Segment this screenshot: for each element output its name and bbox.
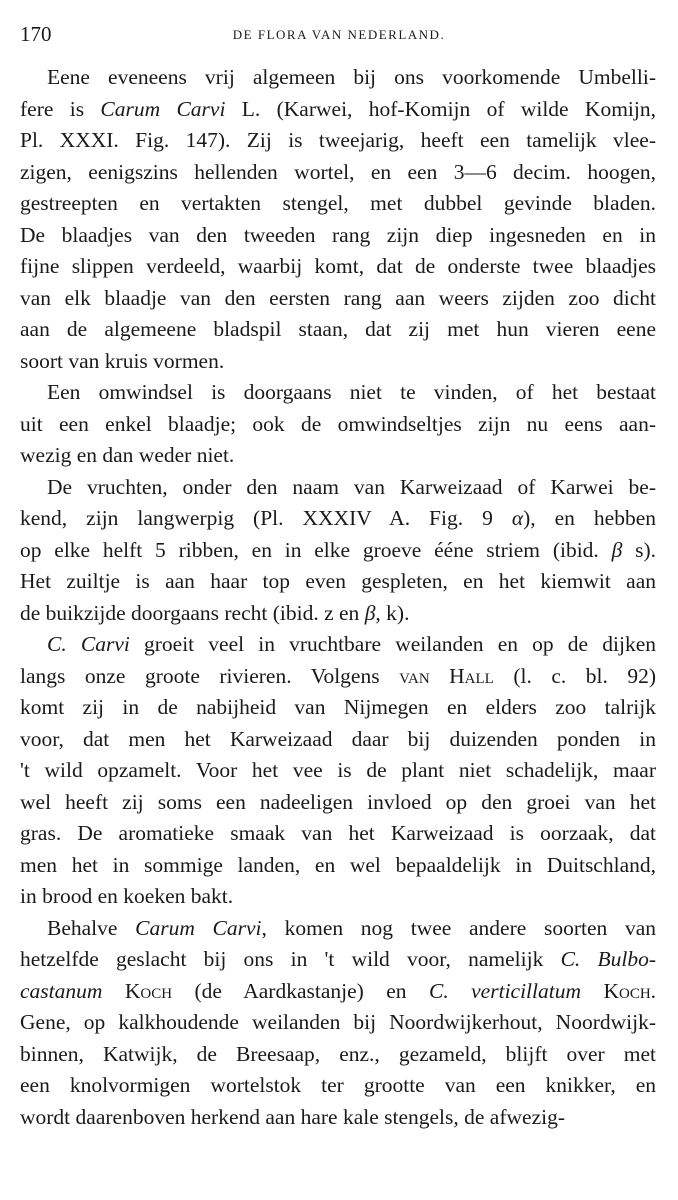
text-line [20, 818, 656, 850]
text-run: ), en hebben [523, 506, 656, 530]
paragraph [20, 377, 656, 472]
text-line [20, 566, 656, 598]
text-run: wel heeft zij soms een nadeeligen invloed op den groei van het [20, 789, 656, 814]
text-line [20, 409, 656, 441]
italic-run: C. Carvi [47, 632, 130, 656]
text-line [20, 755, 656, 787]
text-run [102, 979, 124, 1003]
text-run: voor, dat men het Karweizaad daar bij duizenden ponden in [20, 726, 656, 751]
text-line [20, 157, 656, 189]
text-line [20, 314, 656, 346]
text-run: gestreepten en vertakten stengel, met dubbel gevinde bladen. [20, 191, 656, 215]
running-title: DE FLORA VAN NEDERLAND. [232, 27, 446, 42]
text-line [20, 881, 656, 913]
text-line [20, 251, 656, 283]
text-line [20, 125, 656, 157]
text-run: op elke helft 5 ribben, en in elke groeve ééne striem (ibid. [20, 537, 612, 562]
text-run: wordt daarenboven herkend aan hare kale stengels, de afwezig- [20, 1104, 566, 1129]
text-line [20, 283, 656, 315]
text-line [20, 661, 656, 693]
text-run: , k). [375, 600, 410, 625]
text-line [20, 629, 656, 661]
text-run: s). [622, 537, 656, 562]
paragraph [20, 629, 656, 913]
text-run: hetzelfde geslacht bij ons in 't wild voor, namelijk [20, 947, 561, 971]
text-line [20, 976, 656, 1008]
text-run: kend, zijn langwerpig (Pl. XXXIV A. Fig. 9 [20, 506, 512, 530]
text-run: Pl. XXXI. Fig. 147). Zij is tweejarig, heeft een tamelijk vlee- [20, 128, 656, 152]
text-run: zigen, eenigszins hellenden wortel, en een 3—6 decim. hoogen, [20, 159, 656, 184]
text-run: Eene eveneens vrij algemeen bij ons voorkomende Umbelli- [47, 65, 656, 89]
text-run: uit een enkel blaadje; ook de omwindseltjes zijn nu eens aan- [20, 411, 656, 436]
text-line [20, 692, 656, 724]
text-line [20, 535, 656, 567]
text-run: van elk blaadje van den eersten rang aan weers zijden zoo dicht [20, 285, 656, 310]
italic-run: β [611, 537, 623, 562]
small-caps-run: van Hall [399, 663, 494, 688]
text-line [20, 724, 656, 756]
text-line [20, 1102, 656, 1134]
text-line [20, 913, 656, 945]
text-run: binnen, Katwijk, de Breesaap, enz., gezameld, blijft over met [20, 1041, 656, 1066]
text-run: Een omwindsel is doorgaans niet te vinden, of het bestaat [47, 380, 656, 404]
text-line [20, 850, 656, 882]
text-run: Het zuiltje is aan haar top even gespleten, en het kiemwit aan [20, 569, 656, 593]
text-line [20, 346, 656, 378]
small-caps-run: Koch [124, 978, 173, 1003]
italic-run: Carum Carvi [100, 96, 226, 121]
italic-run: C. verticillatum [428, 978, 582, 1003]
paragraph [20, 472, 656, 630]
text-run: komt zij in de nabijheid van Nijmegen en elders zoo talrijk [20, 695, 656, 719]
text-run: in brood en koeken bakt. [20, 884, 234, 908]
text-line [20, 598, 656, 630]
page-header [20, 22, 658, 46]
text-run: langs onze groote rivieren. Volgens [20, 663, 400, 688]
text-run: fijne slippen verdeeld, waarbij komt, dat de onderste twee blaadjes [20, 254, 656, 278]
page-number: 170 [20, 22, 52, 46]
italic-run: C. Bulbo- [560, 947, 656, 971]
text-run: , komen nog twee andere soorten van [261, 915, 656, 940]
text-line [20, 503, 656, 535]
text-line [20, 377, 656, 409]
text-run: . [650, 978, 657, 1003]
text-line [20, 1007, 656, 1039]
text-line [20, 220, 656, 252]
text-line [20, 1070, 656, 1102]
small-caps-run: Koch [603, 978, 651, 1003]
text-line [20, 787, 656, 819]
text-run: (l. c. bl. 92) [493, 663, 657, 688]
text-run: Gene, op kalkhoudende weilanden bij Noordwijkerhout, Noordwijk- [20, 1010, 656, 1034]
text-line [20, 1039, 656, 1071]
text-run: soort van kruis vormen. [20, 348, 225, 373]
italic-run: Carum Carvi [135, 915, 262, 940]
text-run: De blaadjes van den tweeden rang zijn diep ingesneden en in [20, 222, 656, 247]
text-line [20, 62, 656, 94]
text-run: men het in sommige landen, en wel bepaaldelijk in Duitschland, [20, 852, 656, 877]
text-run: Behalve [47, 915, 136, 940]
text-run: aan de algemeene bladspil staan, dat zij met hun vieren eene [20, 317, 656, 341]
text-line [20, 94, 656, 126]
text-run: gras. De aromatieke smaak van het Karweizaad is oorzaak, dat [20, 821, 656, 845]
text-run: wezig en dan weder niet. [20, 443, 235, 467]
paragraph [20, 62, 656, 377]
paragraph [20, 913, 656, 1134]
text-line [20, 472, 656, 504]
italic-run: castanum [20, 978, 103, 1003]
text-run: de buikzijde doorgaans recht (ibid. z en [20, 600, 365, 625]
text-run: De vruchten, onder den naam van Karweizaad of Karwei be- [47, 474, 656, 499]
text-line [20, 440, 656, 472]
text-run: 't wild opzamelt. Voor het vee is de plant niet schadelijk, maar [20, 758, 656, 782]
text-run: (de Aardkastanje) en [172, 978, 429, 1003]
text-line [20, 188, 656, 220]
italic-run: α [511, 506, 524, 530]
text-line [20, 944, 656, 976]
text-run: L. (Karwei, hof-Komijn of wilde Komijn, [225, 96, 656, 121]
text-run [581, 979, 603, 1003]
text-run: fere is [20, 96, 101, 121]
text-run: groeit veel in vruchtbare weilanden en op de dijken [129, 632, 656, 656]
body-text [20, 62, 656, 1133]
italic-run: β [364, 600, 376, 625]
text-run: een knolvormigen wortelstok ter grootte van een knikker, en [20, 1073, 656, 1097]
